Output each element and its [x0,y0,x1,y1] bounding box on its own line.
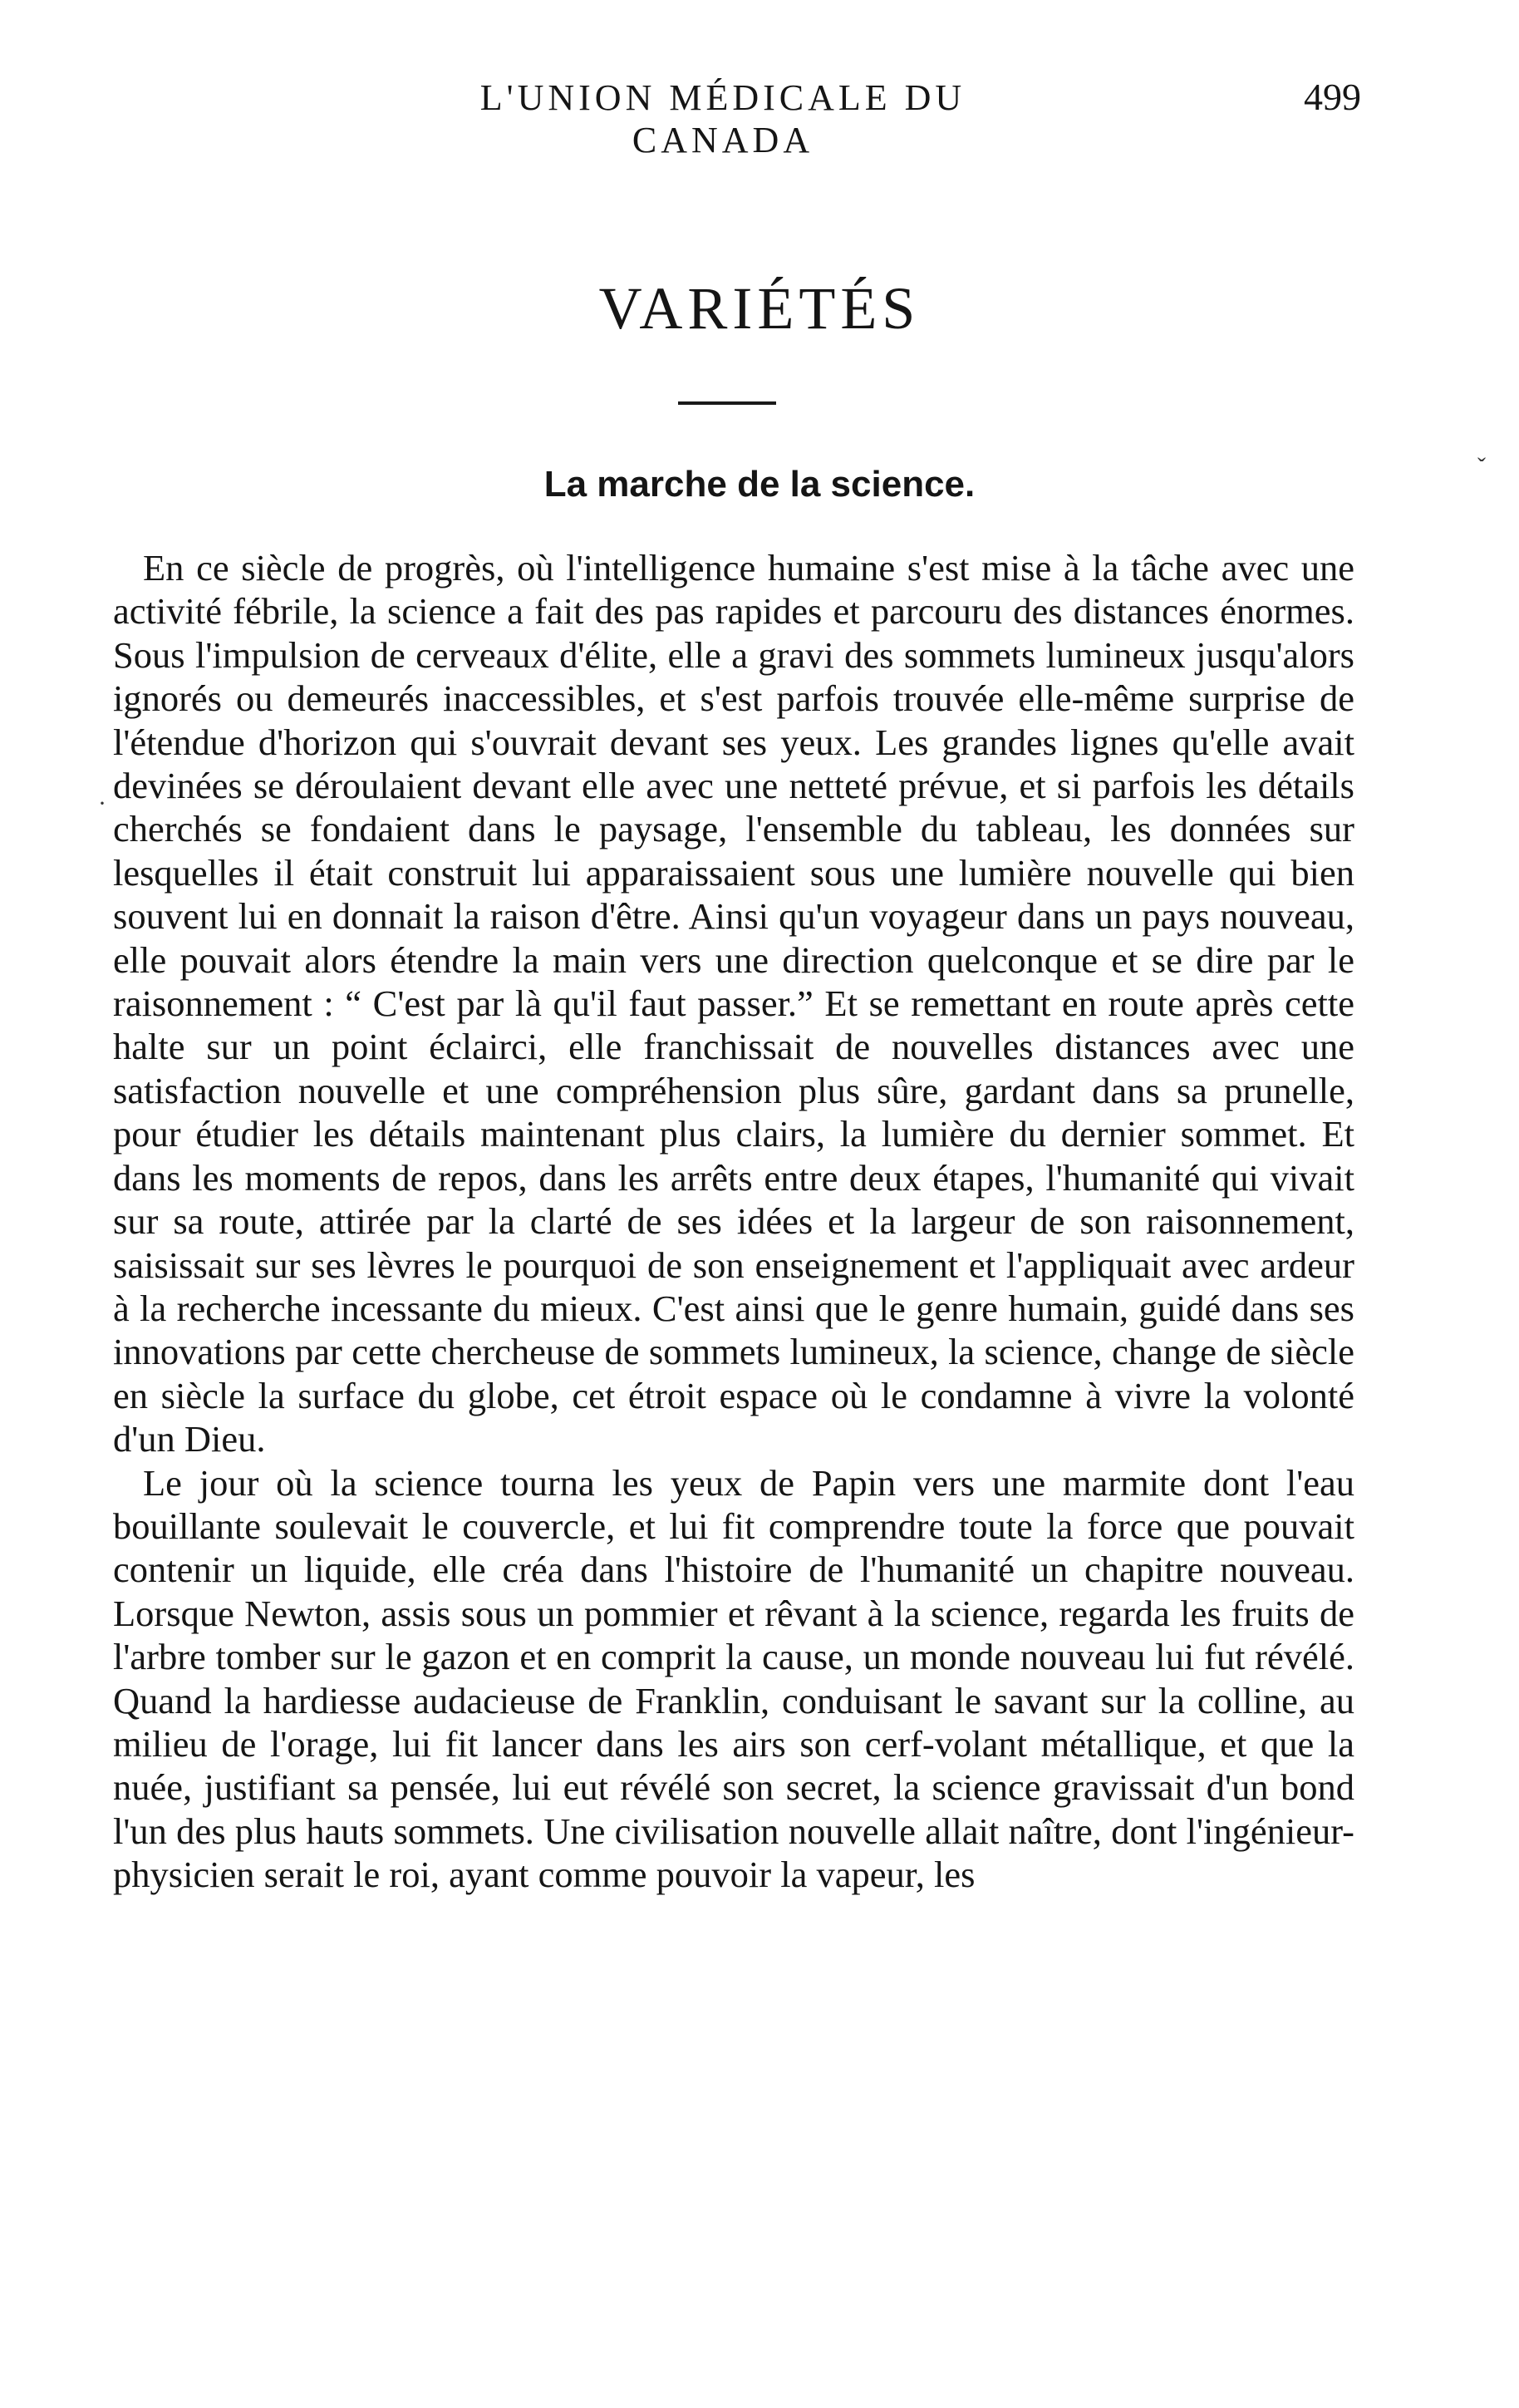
section-title: VARIÉTÉS [598,275,921,342]
margin-speck: · [98,790,106,817]
paragraph: Le jour où la science tourna les yeux de Papin vers une marmite dont l'eau bouillante soulevait le couvercle, et lui fit comprendre toute la force que pouvait contenir un liquide, elle créa dans l'histoire de l'humanité un chapitre nouveau. Lorsque Newton, assis sous un pommier et rêvant à la science, regarda les fruits de l'arbre tomber sur le gazon et en comprit la cause, un monde nouveau lui fut révélé. Quand la hardiesse audacieuse de Franklin, conduisant le savant sur la colline, au milieu de l'orage, lui fit lancer dans les airs son cerf-volant métallique, et que la nuée, justifiant sa pensée, lui eut révélé son secret, la science gravissait d'un bond l'un des plus hauts sommets. Une civilisation nouvelle allait naître, dont l'ingénieur-physicien serait le roi, ayant comme pouvoir la vapeur, les [113,1461,1354,1896]
margin-speck: ˇ [1477,453,1486,480]
paragraph: En ce siècle de progrès, où l'intelligence humaine s'est mise à la tâche avec une activité fébrile, la science a fait des pas rapides et parcouru des distances énormes. Sous l'impulsion de cerveaux d'élite, elle a gravi des sommets lumineux jusqu'alors ignorés ou demeurés inaccessibles, et s'est parfois trouvée elle-même surprise de l'étendue d'horizon qui s'ouvrait devant ses yeux. Les grandes lignes qu'elle avait devinées se déroulaient devant elle avec une netteté prévue, et si parfois les détails cherchés se fondaient dans le paysage, l'ensemble du tableau, les données sur lesquelles il était construit lui apparaissaient sous une lumière nouvelle qui bien souvent lui en donnait la raison d'être. Ainsi qu'un voyageur dans un pays nouveau, elle pouvait alors étendre la main vers une direction quelconque et se dire par le raisonnement : “ C'est par là qu'il faut passer.” Et se remettant en route après cette halte sur un point éclairci, elle franchissait de nouvelles distances avec une satisfaction nouvelle et une compréhension plus sûre, gardant dans sa prunelle, pour étudier les détails maintenant plus clairs, la lumière du dernier sommet. Et dans les moments de repos, dans les arrêts entre deux étapes, l'humanité qui vivait sur sa route, attirée par la clarté de ses idées et la largeur de son raisonnement, saisissait sur ses lèvres le pourquoi de son enseignement et l'appliquait avec ardeur à la recherche incessante du mieux. C'est ainsi que le genre humain, guidé dans ses innovations par cette chercheuse de sommets lumineux, la science, change de siècle en siècle la surface du globe, cet étroit espace où le condamne à vivre la volonté d'un Dieu. [113,547,1354,1460]
article-body [113,546,1354,1897]
article-title: La marche de la science. [543,464,976,505]
running-head: L'UNION MÉDICALE DU CANADA [479,77,966,160]
page-number: 499 [1304,76,1361,118]
title-divider [678,401,776,405]
